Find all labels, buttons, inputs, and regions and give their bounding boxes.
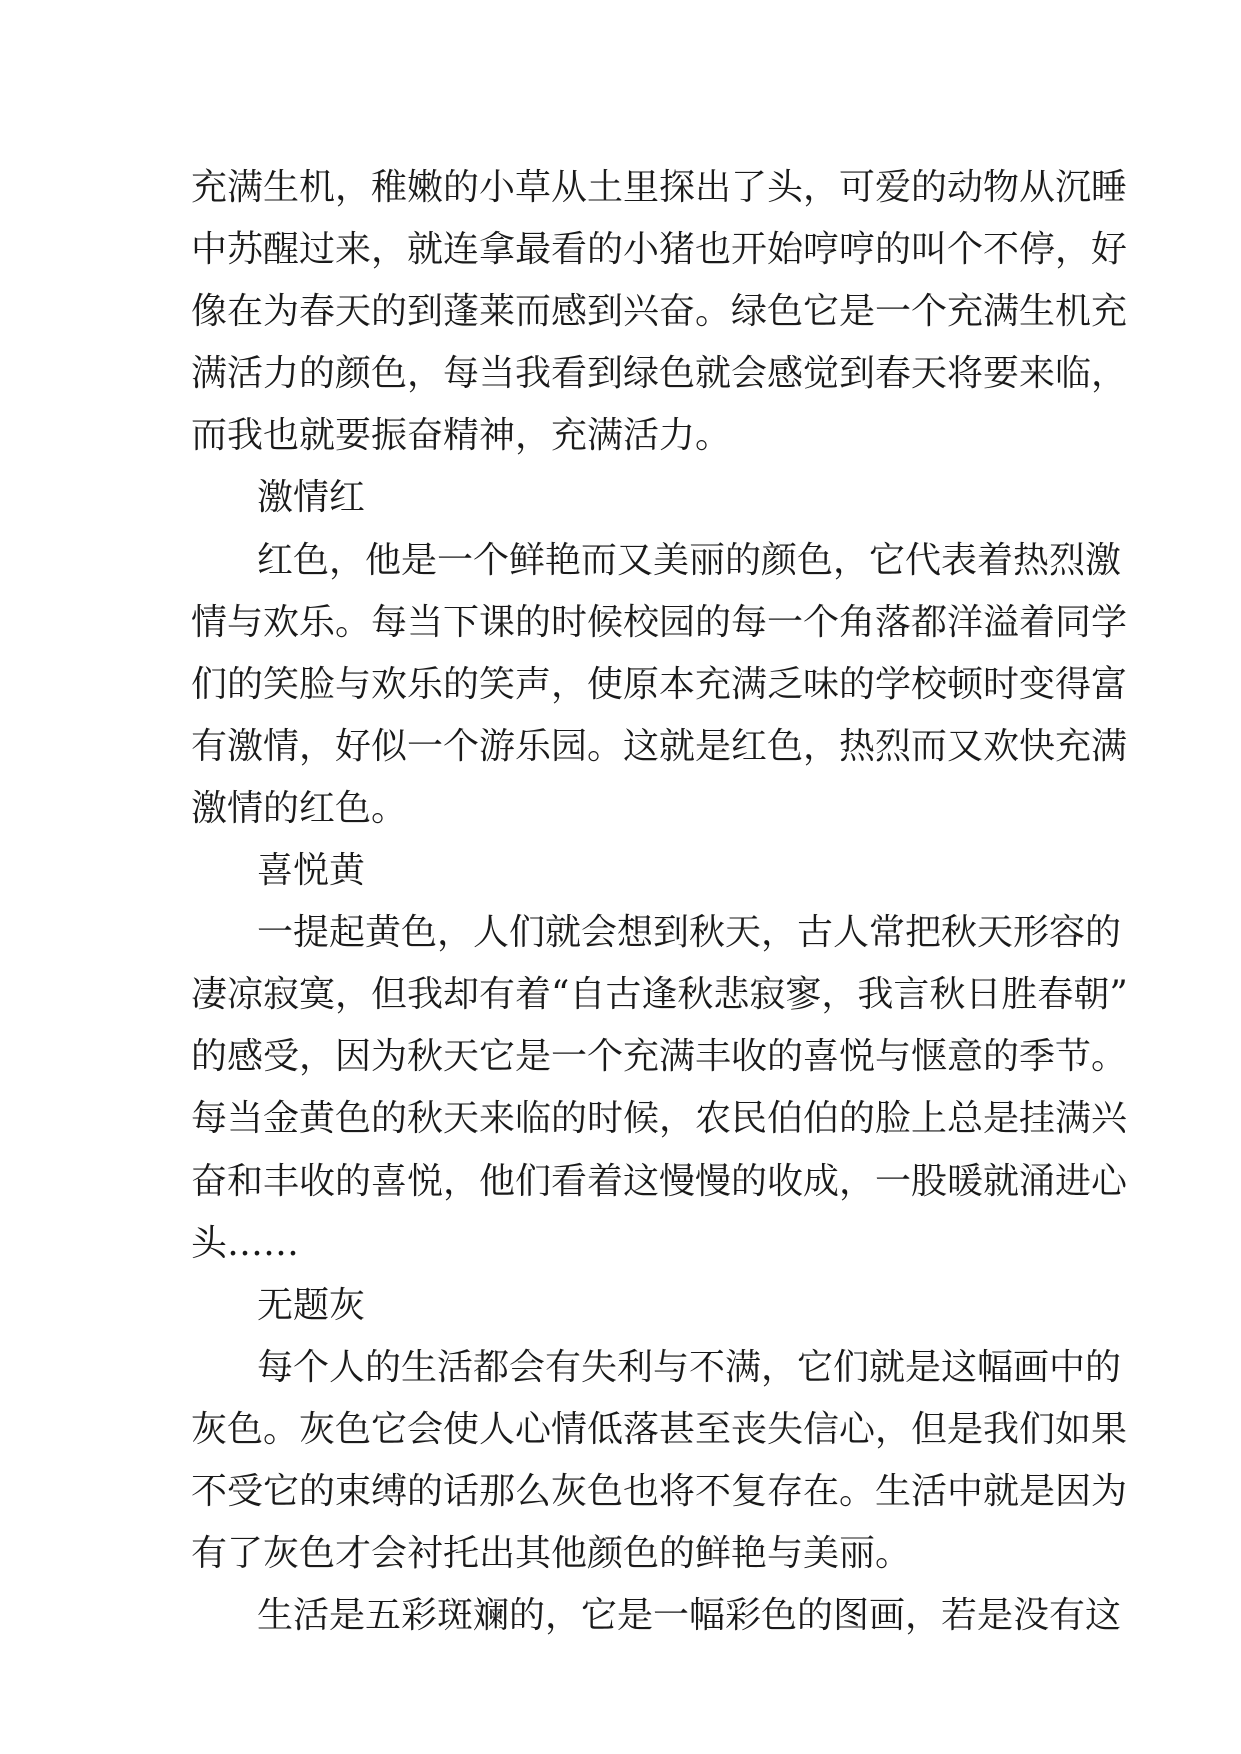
text-line: 激情的红色。 (191, 787, 408, 829)
text-line: 头…… (191, 1222, 300, 1264)
text-line: 们的笑脸与欢乐的笑声，使原本充满乏味的学校顿时变得富 (191, 663, 1128, 705)
text-line: 红色，他是一个鲜艳而又美丽的颜色，它代表着热烈激 (257, 539, 1122, 581)
paragraph-green-continued (191, 157, 1128, 467)
text-line: 而我也就要振奋精神，充满活力。 (191, 415, 732, 457)
paragraph-red (191, 530, 1128, 840)
section-heading-red: 激情红 (257, 477, 366, 519)
text-line: 充满生机，稚嫩的小草从土里探出了头，可爱的动物从沉睡 (191, 167, 1128, 208)
document-body (191, 157, 1128, 1647)
text-line: 的感受，因为秋天它是一个充满丰收的喜悦与惬意的季节。 (191, 1036, 1128, 1078)
section-heading-gray: 无题灰 (257, 1284, 366, 1326)
text-line: 情与欢乐。每当下课的时候校园的每一个角落都洋溢着同学 (191, 601, 1128, 643)
text-line: 不受它的束缚的话那么灰色也将不复存在。生活中就是因为 (191, 1470, 1128, 1512)
text-line: 每个人的生活都会有失利与不满，它们就是这幅画中的 (257, 1346, 1122, 1388)
text-line: 灰色。灰色它会使人心情低落甚至丧失信心，但是我们如果 (191, 1408, 1128, 1450)
text-line: 中苏醒过来，就连拿最看的小猪也开始哼哼的叫个不停，好 (191, 229, 1128, 271)
text-line: 一提起黄色，人们就会想到秋天，古人常把秋天形容的 (257, 912, 1122, 954)
text-line: 满活力的颜色，每当我看到绿色就会感觉到春天将要来临， (191, 353, 1128, 395)
paragraph-yellow (191, 902, 1128, 1275)
text-line: 有激情，好似一个游乐园。这就是红色，热烈而又欢快充满 (191, 725, 1128, 767)
text-line: 每当金黄色的秋天来临的时候，农民伯伯的脸上总是挂满兴 (191, 1098, 1128, 1140)
text-line: 凄凉寂寞，但我却有着“自古逢秋悲寂寥，我言秋日胜春朝” (191, 974, 1128, 1016)
section-heading-yellow: 喜悦黄 (257, 850, 366, 892)
paragraph-gray (191, 1337, 1128, 1585)
text-line: 奋和丰收的喜悦，他们看着这慢慢的收成，一股暖就涌进心 (191, 1160, 1128, 1202)
text-line: 生活是五彩斑斓的，它是一幅彩色的图画，若是没有这 (257, 1595, 1122, 1637)
text-line: 有了灰色才会衬托出其他颜色的鲜艳与美丽。 (191, 1533, 912, 1575)
paragraph-final (191, 1585, 1122, 1647)
text-line: 像在为春天的到蓬莱而感到兴奋。绿色它是一个充满生机充 (191, 291, 1128, 333)
